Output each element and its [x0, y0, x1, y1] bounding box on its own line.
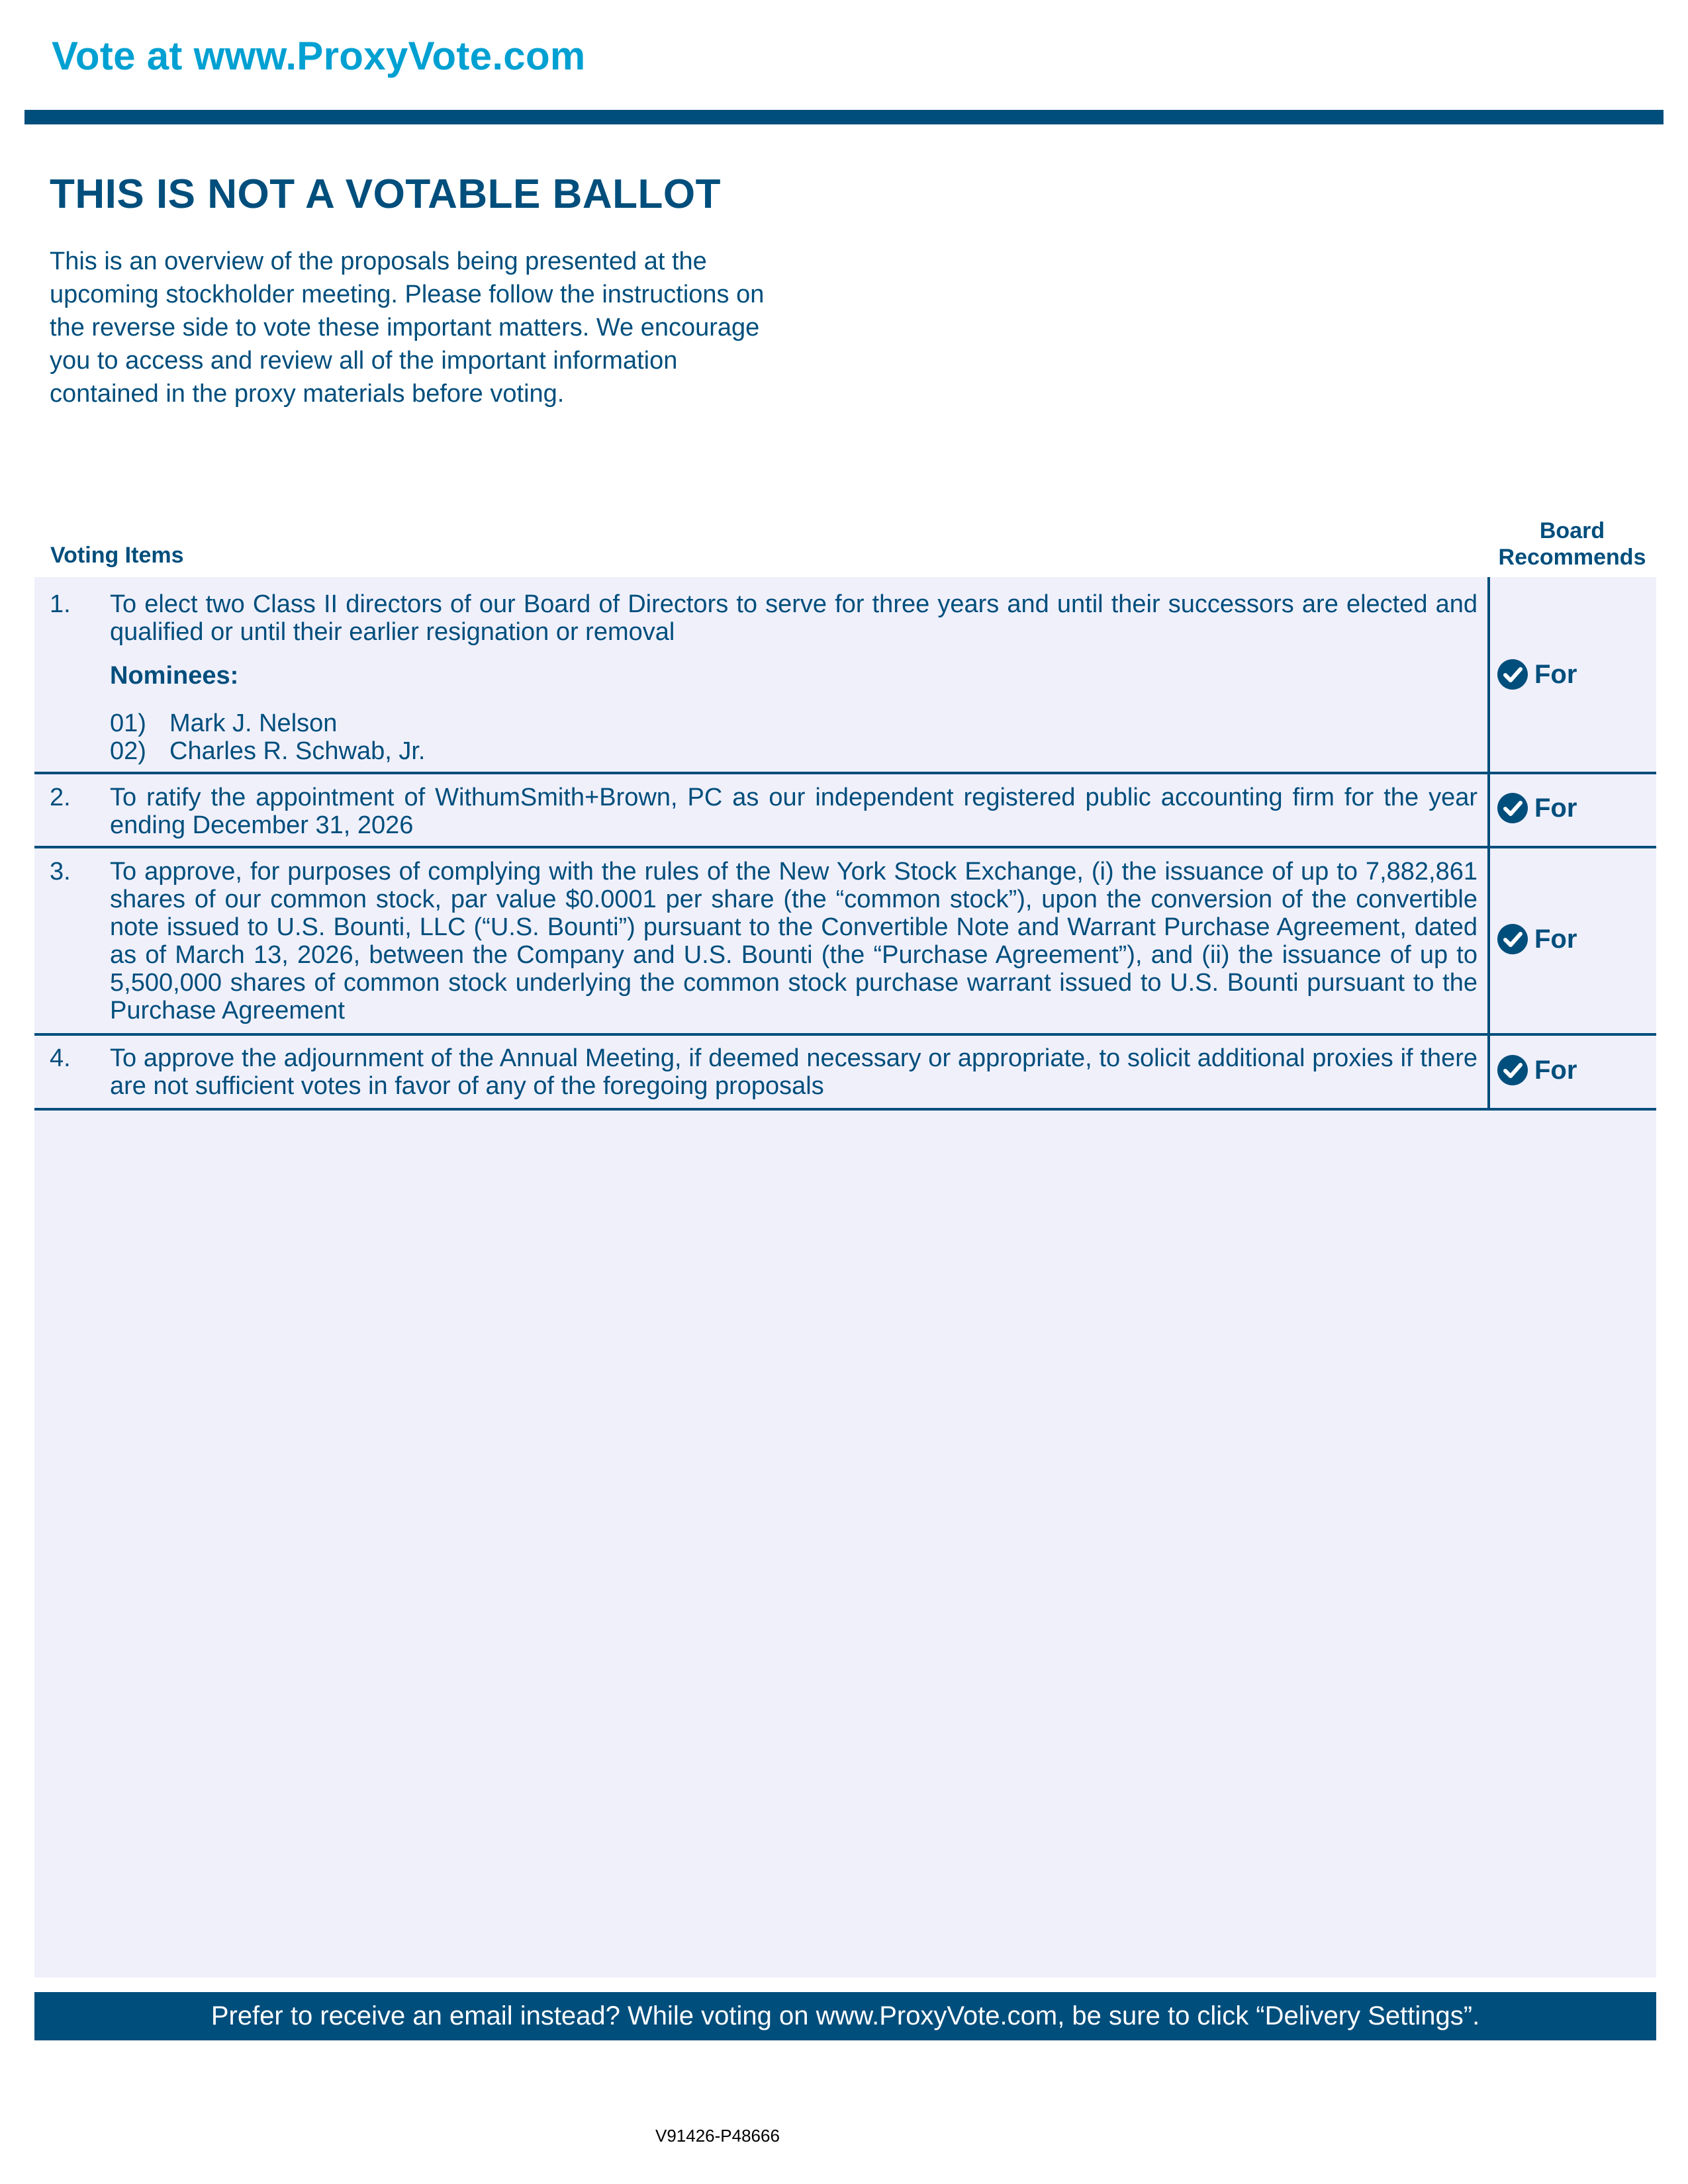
- check-circle-icon: [1497, 793, 1528, 823]
- item-text: To elect two Class II directors of our Board of Directors to serve for three years and until their successors are elected and qualified or until their earlier resignation or removal: [110, 590, 1477, 646]
- nominee-item: [110, 709, 337, 737]
- page-title: THIS IS NOT A VOTABLE BALLOT: [50, 171, 721, 217]
- board-recommends-line2: Recommends: [1498, 545, 1646, 570]
- board-recommends-header: [1483, 518, 1662, 570]
- intro-line: This is an overview of the proposals being presented at the: [50, 248, 707, 275]
- nominee-index: 02): [110, 737, 146, 765]
- header-divider-bar: [24, 110, 1664, 124]
- board-recommendation: [1497, 924, 1577, 954]
- voting-items-header: Voting Items: [50, 543, 184, 568]
- column-divider: [1487, 577, 1490, 1111]
- item-text: To ratify the appointment of WithumSmith+Brown, PC as our independent registered public accounting firm for the year ending December 31, 2026: [110, 784, 1477, 839]
- delivery-settings-text: Prefer to receive an email instead? While voting on www.ProxyVote.com, be sure to click “Delivery Settings”.: [211, 2001, 1480, 2030]
- item-text: To approve, for purposes of complying with the rules of the New York Stock Exchange, (i) the issuance of up to 7,882,861 shares of our common stock, par value $0.0001 per share (the “common stock”), upon the conversion of the convertible note issued to U.S. Bounti, LLC (“U.S. Bounti”) pursuant to the Convertible Note and Warrant Purchase Agreement, dated as of March 13, 2026, between the Company and U.S. Bounti (the “Purchase Agreement”), and (ii) the issuance of up to 5,500,000 shares of common stock underlying the common stock purchase warrant issued to U.S. Bounti pursuant to the Purchase Agreement: [110, 858, 1477, 1024]
- nominees-heading: Nominees:: [110, 662, 239, 690]
- check-circle-icon: [1497, 1055, 1528, 1085]
- proxyvote-header-link[interactable]: Vote at www.ProxyVote.com: [52, 34, 586, 78]
- delivery-settings-banner: [34, 1992, 1656, 2040]
- intro-line: contained in the proxy materials before voting.: [50, 380, 565, 408]
- recommendation-label: For: [1534, 659, 1577, 689]
- item-number: 2.: [50, 784, 71, 811]
- row-separator: [34, 1108, 1656, 1111]
- board-recommendation: [1497, 793, 1577, 823]
- row-separator: [34, 772, 1656, 774]
- board-recommendation: [1497, 1055, 1577, 1085]
- intro-line: upcoming stockholder meeting. Please follow the instructions on: [50, 281, 765, 308]
- item-number: 3.: [50, 858, 71, 886]
- document-code: V91426-P48666: [655, 2126, 780, 2146]
- intro-line: you to access and review all of the important information: [50, 347, 678, 375]
- recommendation-label: For: [1534, 1055, 1577, 1085]
- nominee-name: Charles R. Schwab, Jr.: [169, 737, 426, 765]
- nominee-item: [110, 737, 425, 765]
- row-separator: [34, 1033, 1656, 1036]
- board-recommends-line1: Board: [1539, 518, 1605, 543]
- nominee-index: 01): [110, 709, 146, 737]
- intro-paragraph: [50, 245, 870, 410]
- row-separator: [34, 846, 1656, 848]
- intro-line: the reverse side to vote these important matters. We encourage: [50, 314, 760, 341]
- item-number: 4.: [50, 1044, 71, 1072]
- item-number: 1.: [50, 590, 71, 618]
- item-text: To approve the adjournment of the Annual Meeting, if deemed necessary or appropriate, to solicit additional proxies if there are not sufficient votes in favor of any of the foregoing proposals: [110, 1044, 1477, 1100]
- board-recommendation: [1497, 659, 1577, 690]
- recommendation-label: For: [1534, 793, 1577, 823]
- check-circle-icon: [1497, 659, 1528, 690]
- recommendation-label: For: [1534, 924, 1577, 954]
- check-circle-icon: [1497, 924, 1528, 954]
- nominee-name: Mark J. Nelson: [169, 709, 338, 737]
